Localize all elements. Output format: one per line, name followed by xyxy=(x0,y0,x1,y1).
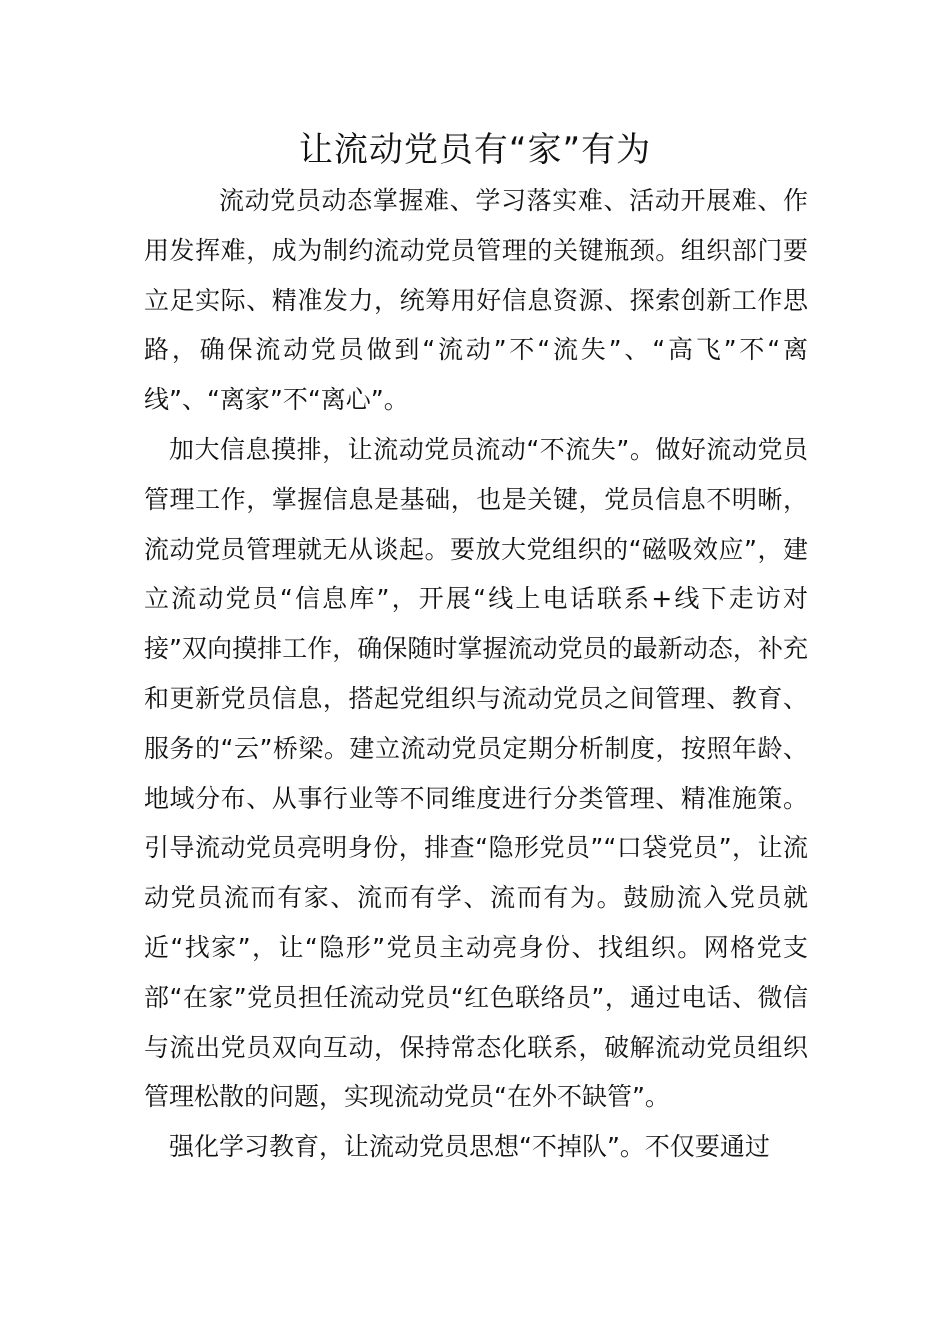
document-title: 让流动党员有“家”有为 xyxy=(298,130,652,170)
paragraph-study-education: 强化学习教育，让流动党员思想“不掉队”。不仅要通过 xyxy=(169,1132,770,1162)
paragraph-information-survey: 加大信息摸排，让流动党员流动“不流失”。做好流动党员管理工作，掌握信息是基础，也是关键，党员信息不明晰，流动党员管理就无从谈起。要放大党组织的“磁吸效应”，建立流动党员“信息库”，开展“线上电话联系+线下走访对接”双向摸排工作，确保随时掌握流动党员的最新动态，补充和更新党员信息，搭起党组织与流动党员之间管理、教育、服务的“云”桥梁。建立流动党员定期分析制度，按照年龄、地域分布、从事行业等不同维度进行分类管理、精准施策。引导流动党员亮明身份，排查“隐形党员”“口袋党员”，让流动党员流而有家、流而有学、流而有为。鼓励流入党员就近“找家”，让“隐形”党员主动亮身份、找组织。网格党支部“在家”党员担任流动党员“红色联络员”，通过电话、微信与流出党员双向互动，保持常态化联系，破解流动党员组织管理松散的问题，实现流动党员“在外不缺管”。 xyxy=(144,434,808,1112)
document-body xyxy=(144,176,808,1172)
paragraph-intro: 流动党员动态掌握难、学习落实难、活动开展难、作用发挥难，成为制约流动党员管理的关键瓶颈。组织部门要立足实际、精准发力，统筹用好信息资源、探索创新工作思路，确保流动党员做到“流动”不“流失”、“高飞”不“离线”、“离家”不“离心”。 xyxy=(144,186,808,415)
